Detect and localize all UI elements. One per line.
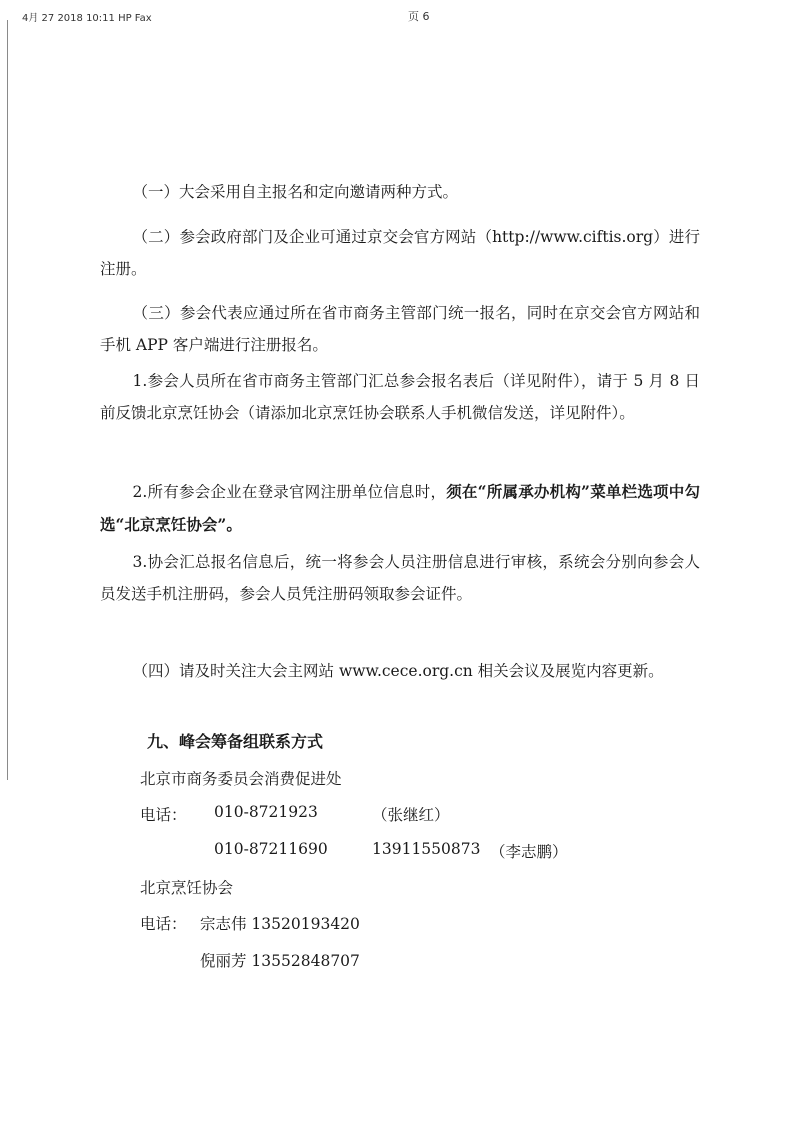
paragraph-registration-methods: （一）大会采用自主报名和定向邀请两种方式。 <box>132 183 459 201</box>
org-1-phone-1: 010-8721923 <box>214 803 318 821</box>
paragraph-website-notice: （四）请及时关注大会主网站 www.cece.org.cn 相关会议及展览内容更新。 <box>132 662 664 680</box>
org-2-contact-1: 宗志伟 13520193420 <box>200 915 360 933</box>
step-2-emphasis: 须在“所属承办机构”菜单栏选项中勾选“北京烹饪协会”。 <box>100 482 700 534</box>
org-2-phone-label: 电话： <box>140 915 187 933</box>
fax-page-number: 页 6 <box>408 10 430 23</box>
paragraph-online-registration: （二）参会政府部门及企业可通过京交会官方网站（http://www.ciftis.org）进行注册。 <box>100 228 700 278</box>
contact-org-2: 北京烹饪协会 <box>140 879 234 897</box>
org-1-phone-2: 010-87211690 <box>214 840 328 858</box>
org-1-phone-label: 电话： <box>140 806 187 824</box>
org-2-contact-2: 倪丽芳 13552848707 <box>200 952 360 970</box>
fax-header: 4月 27 2018 10:11 HP Fax <box>22 13 152 24</box>
left-margin-rule <box>7 20 8 780</box>
paragraph-representative-registration: （三）参会代表应通过所在省市商务主管部门统一报名，同时在京交会官方网站和手机 APP 客户端进行注册报名。 <box>100 304 700 354</box>
org-1-contact-name-1: （张继红） <box>372 806 450 824</box>
org-1-contact-name-2: （李志鹏） <box>490 843 568 861</box>
paragraph-step-3: 3.协会汇总报名信息后，统一将参会人员注册信息进行审核，系统会分别向参会人员发送手机注册码，参会人员凭注册码领取参会证件。 <box>100 553 700 603</box>
contact-org-1: 北京市商务委员会消费促进处 <box>140 770 342 788</box>
contact-heading: 九、峰会筹备组联系方式 <box>147 732 324 751</box>
org-1-mobile-2: 13911550873 <box>372 840 481 858</box>
step-2-text: 2.所有参会企业在登录官网注册单位信息时， <box>132 483 447 501</box>
paragraph-step-2 <box>100 476 700 541</box>
paragraph-step-1: 1.参会人员所在省市商务主管部门汇总参会报名表后（详见附件），请于 5 月 8 日前反馈北京烹饪协会（请添加北京烹饪协会联系人手机微信发送，详见附件）。 <box>100 372 700 422</box>
